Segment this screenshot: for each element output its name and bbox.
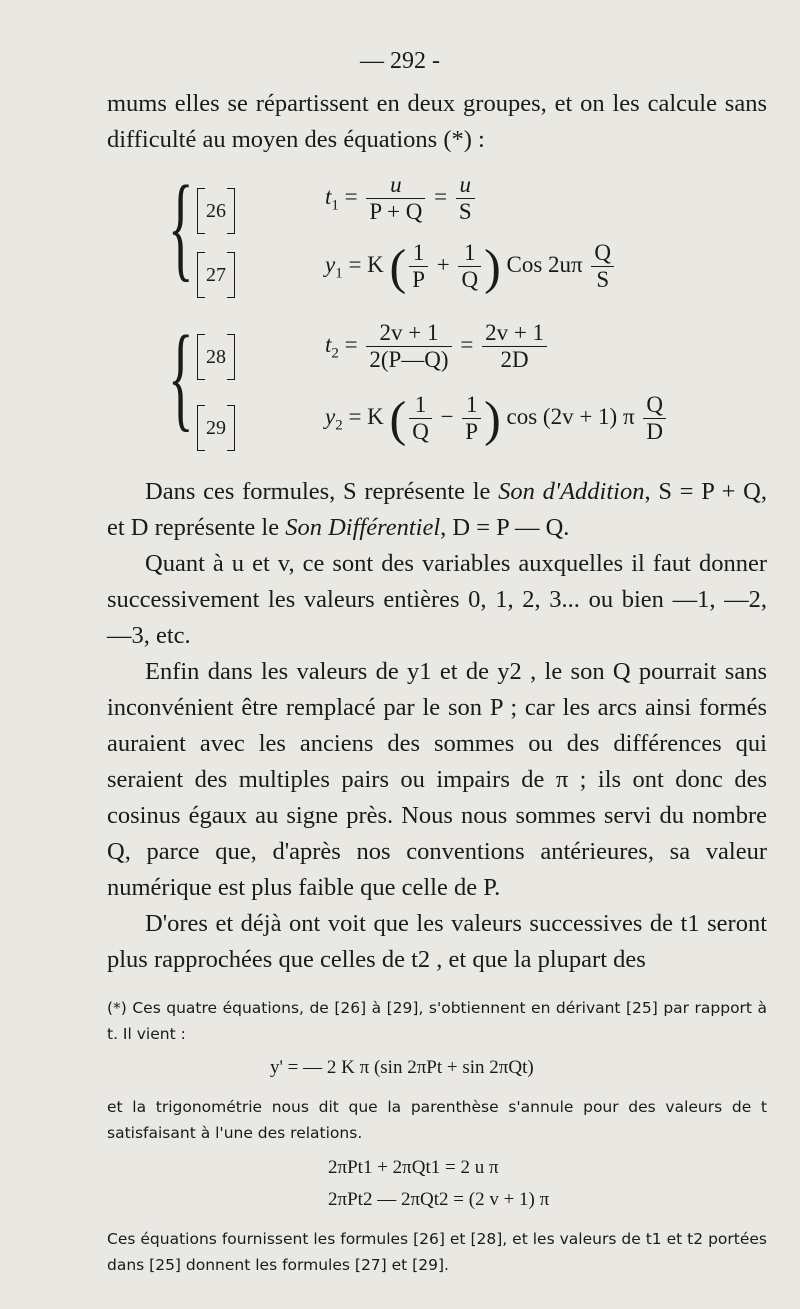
fraction: $\frac{u}{P + Q}$ xyxy=(366,172,425,225)
body-text xyxy=(107,474,767,978)
equation-29: $y_2 = K$ ( $\frac{1}{Q}$ − $\frac{1}{P}$ ) cos (2v + 1) π $\frac{Q}{D}$ xyxy=(325,392,669,445)
fraction: $\frac{u}{S}$ xyxy=(456,172,475,225)
footnote-equation-2: 2πPt1 + 2πQt1 = 2 u π xyxy=(328,1157,499,1178)
equation-28: $t_2$ = $\frac{2v + 1}{2(P—Q)}$ = $\frac{2v + 1}{2D}$ xyxy=(325,320,550,373)
paragraph-values: Enfin dans les valeurs de y1 et de y2 , le son Q pourrait sans inconvénient être remplacé par le son P ; car les arcs ainsi formés auraient avec les anciens des sommes ou des différences qui seraient des multiples pairs ou impairs de π ; ils ont donc des cosinus égaux au signe près. Nous nous sommes servi du nombre Q, parce que, d'après nos conventions antérieures, sa valeur numérique est plus faible que celle de P. xyxy=(107,658,767,901)
footnote-continued xyxy=(107,1094,767,1146)
equation-tag-26: 26 xyxy=(197,188,235,234)
brace-group-2: { xyxy=(168,311,194,442)
page-number: — 292 - xyxy=(360,48,440,74)
brace-group-1: { xyxy=(168,161,194,292)
paragraph-formulas: Dans ces formules, S représente le Son d'Addition, S = P + Q, et D représente le Son Différentiel, D = P — Q. xyxy=(107,478,767,541)
intro-paragraph: mums elles se répartissent en deux groupes, et on les calcule sans difficulté au moyen des équations (*) : xyxy=(107,90,767,153)
equation-tag-27: 27 xyxy=(197,252,235,298)
footnote-line-1: (*) Ces quatre équations, de [26] à [29], s'obtiennent en dérivant [25] par rapport à t. Il vient : xyxy=(107,999,767,1043)
footnote-equation-3: 2πPt2 — 2πQt2 = (2 v + 1) π xyxy=(328,1189,550,1210)
fraction: $\frac{2v + 1}{2(P—Q)}$ xyxy=(366,320,451,373)
paragraph-variables: Quant à u et v, ce sont des variables auxquelles il faut donner successivement les valeurs entières 0, 1, 2, 3... ou bien —1, —2, —3, etc. xyxy=(107,550,767,649)
footnote-line-2: et la trigonométrie nous dit que la parenthèse s'annule pour des valeurs de t satisfaisant à l'une des relations. xyxy=(107,1098,767,1142)
equation-tag-29: 29 xyxy=(197,405,235,451)
equation-26: $t_1$ = $\frac{u}{P + Q}$ = $\frac{u}{S}$ xyxy=(325,172,478,225)
equation-tag-28: 28 xyxy=(197,334,235,380)
paragraph-successive: D'ores et déjà ont voit que les valeurs successives de t1 seront plus rapprochées que celles de t2 , et que la plupart des xyxy=(107,910,767,973)
intro-text xyxy=(107,86,767,158)
fraction: $\frac{2v + 1}{2D}$ xyxy=(482,320,547,373)
footnote-line-3: Ces équations fournissent les formules [26] et [28], et les valeurs de t1 et t2 portées dans [25] donnent les formules [27] et [29]. xyxy=(107,1230,767,1274)
footnote xyxy=(107,995,767,1047)
footnote-equation-1: y' = — 2 K π (sin 2πPt + sin 2πQt) xyxy=(270,1057,534,1078)
footnote-end xyxy=(107,1226,767,1278)
equation-27: $y_1 = K$ ( $\frac{1}{P}$ + $\frac{1}{Q}$ ) Cos 2uπ $\frac{Q}{S}$ xyxy=(325,240,617,293)
